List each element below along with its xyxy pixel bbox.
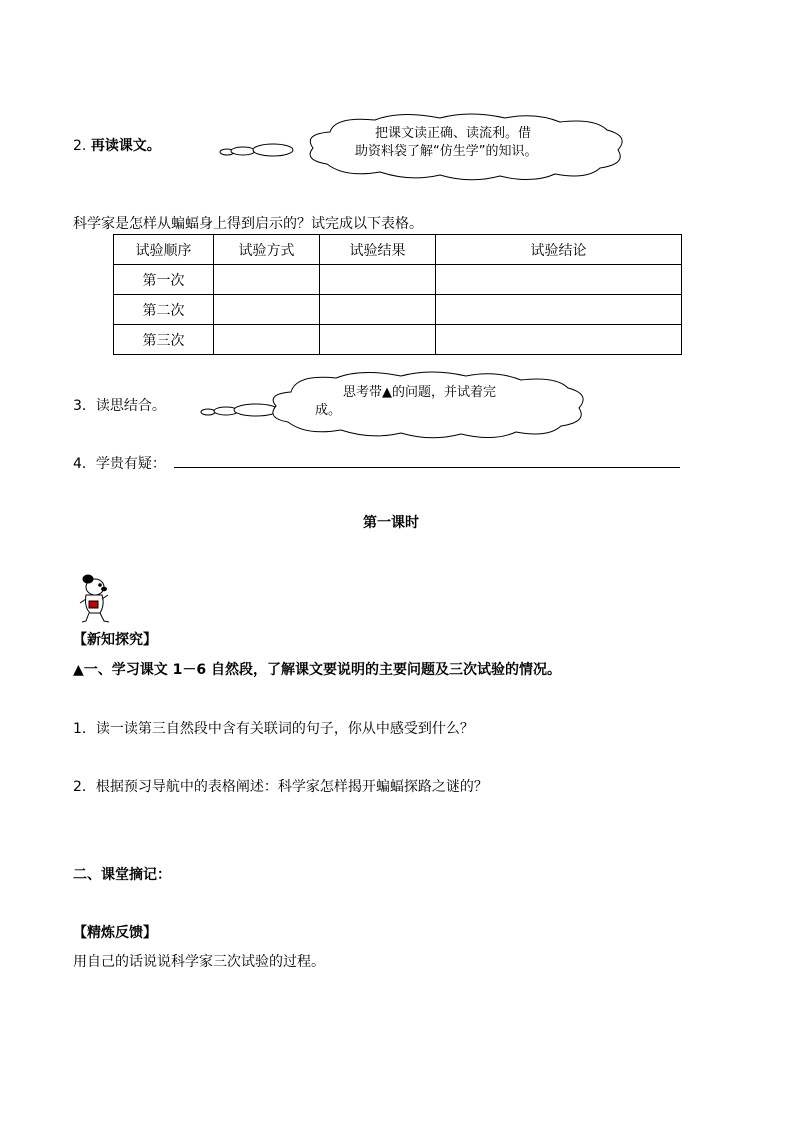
column-header: 试验结果 [320, 235, 436, 265]
table-cell[interactable] [214, 265, 320, 295]
task-2: 二、课堂摘记： [73, 867, 171, 883]
table-cell[interactable] [214, 295, 320, 325]
cloud-line: 助资料袋了解“仿生学”的知识。 [355, 144, 538, 159]
column-header: 试验方式 [214, 235, 320, 265]
table-row [114, 295, 682, 325]
section-3-label: 3．读思结合。 [73, 398, 166, 414]
column-header: 试验顺序 [114, 235, 214, 265]
table-cell[interactable] [320, 265, 436, 295]
cloud-text-think [315, 384, 535, 420]
question-2: 2．根据预习导航中的表格阐述：科学家怎样揭开蝙蝠探路之谜的？ [73, 779, 488, 795]
table-row [114, 325, 682, 355]
table-cell[interactable] [436, 295, 682, 325]
table-header-row [114, 235, 682, 265]
table-prompt: 科学家是怎样从蝙蝠身上得到启示的？试完成以下表格。 [73, 216, 423, 232]
cloud-line: 思考带▲的问题，并试着完 [343, 385, 496, 400]
experiment-table [113, 234, 682, 355]
table-cell[interactable] [320, 295, 436, 325]
section-4-label: 4．学贵有疑： [73, 456, 166, 472]
table-cell: 第一次 [114, 265, 214, 295]
section-2-number: 2. [73, 138, 87, 154]
table-cell[interactable] [320, 325, 436, 355]
cloud-text-reread [355, 125, 595, 161]
question-answer-line[interactable] [174, 467, 680, 468]
section-2-title: 再读课文。 [90, 138, 161, 154]
table-cell[interactable] [214, 325, 320, 355]
table-cell[interactable] [436, 265, 682, 295]
feedback-text: 用自己的话说说科学家三次试验的过程。 [73, 954, 325, 970]
snoopy-icon [76, 573, 114, 625]
new-knowledge-heading: 【新知探究】 [73, 632, 157, 648]
table-cell[interactable] [436, 325, 682, 355]
column-header: 试验结论 [436, 235, 682, 265]
section-2-heading [73, 135, 161, 155]
task-1: ▲一、学习课文 1－6 自然段，了解课文要说明的主要问题及三次试验的情况。 [73, 662, 561, 678]
lesson-heading: 第一课时 [363, 515, 419, 531]
cloud-line: 把课文读正确、读流利。借 [375, 126, 532, 141]
cloud-line: 成。 [315, 403, 342, 418]
table-row [114, 265, 682, 295]
table-cell: 第二次 [114, 295, 214, 325]
table-cell: 第三次 [114, 325, 214, 355]
feedback-heading: 【精炼反馈】 [73, 925, 157, 941]
question-1: 1．读一读第三自然段中含有关联词的句子，你从中感受到什么？ [73, 721, 474, 737]
